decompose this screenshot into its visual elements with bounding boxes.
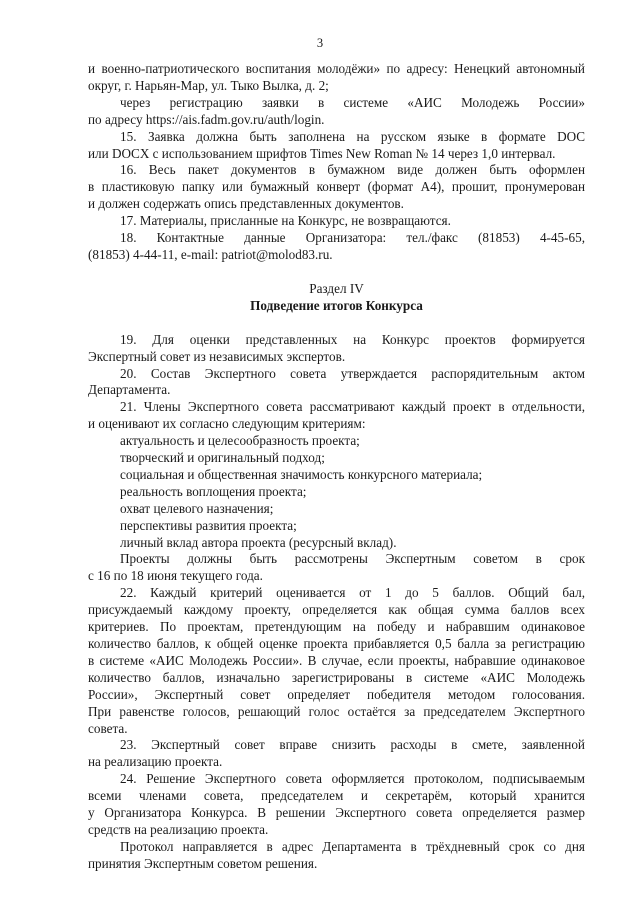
text-line: совета. (88, 720, 128, 736)
document-body (88, 61, 585, 873)
text-line: 23. Экспертный совет вправе снизить расходы в смете, заявленной (120, 737, 585, 753)
text-line: в пластиковую папку или бумажный конверт (формат А4), прошит, пронумерован (88, 179, 585, 195)
text-line: или DOCX с использованием шрифтов Times New Roman № 14 через 1,0 интервал. (88, 145, 556, 161)
text-line: 18. Контактные данные Организатора: тел./факс (81853) 4-45-65, (120, 230, 585, 246)
text-line: 15. Заявка должна быть заполнена на русском языке в формате DOC (120, 128, 585, 144)
text-line: 16. Весь пакет документов в бумажном виде должен быть оформлен (120, 162, 585, 178)
paragraph-24 (88, 771, 585, 839)
text-line: 22. Каждый критерий оценивается от 1 до 5 баллов. Общий бал, (120, 585, 585, 601)
text-line: Экспертный совет из независимых экспертов. (88, 348, 346, 364)
text-line: всеми членами совета, председателем и секретарём, который хранится (88, 788, 585, 804)
text-line: 20. Состав Экспертного совета утверждается распорядительным актом (120, 365, 585, 381)
text-line: количество баллов, к общей оценке проекта прибавляется 0,5 балла за регистрацию (88, 636, 585, 651)
text-line: и военно-патриотического воспитания молодёжи» по адресу: Ненецкий автономный (88, 61, 585, 76)
text-line: на реализацию проекта. (88, 754, 223, 770)
paragraph-20 (88, 366, 585, 400)
text-line: средств на реализацию проекта. (88, 821, 269, 837)
text-line: 21. Члены Экспертного совета рассматривают каждый проект в отдельности, (120, 399, 585, 415)
paragraph-19 (88, 332, 585, 366)
paragraph-protocol (88, 839, 585, 873)
text-line: (81853) 4-44-11, e-mail: patriot@molod83.ru. (88, 246, 333, 262)
paragraph-18 (88, 230, 585, 264)
text-line: Проекты должны быть рассмотрены Экспертным советом в срок (120, 551, 585, 567)
text-line: Департамента. (88, 382, 171, 398)
text-line: округ, г. Нарьян-Мар, ул. Тыко Вылка, д. 2; (88, 77, 329, 93)
text-line: и должен содержать опись представленных документов. (88, 196, 404, 212)
paragraph-23 (88, 737, 585, 771)
text-line: и оценивают их согласно следующим критериям: (88, 416, 366, 432)
text-line: 19. Для оценки представленных на Конкурс проектов формируется (120, 331, 585, 347)
text-line: принятия Экспертным советом решения. (88, 855, 318, 871)
criteria-item: творческий и оригинальный подход; (120, 450, 325, 466)
criteria-item: социальная и общественная значимость конкурсного материала; (120, 466, 483, 482)
text-line: При равенстве голосов, решающий голос остаётся за председателем Экспертного (88, 703, 585, 719)
criteria-item: охват целевого назначения; (120, 500, 274, 516)
criteria-item: личный вклад автора проекта (ресурсный вклад). (120, 534, 397, 550)
text-line: по адресу https://ais.fadm.gov.ru/auth/login. (88, 111, 325, 127)
section-title: Подведение итогов Конкурса (250, 297, 423, 313)
text-line: в системе «АИС Молодежь России». В случае, если проекты, набравшие одинаковое (88, 652, 585, 668)
text-line: у Организатора Конкурса. В решении Экспертного совета определяется размер (88, 805, 585, 821)
paragraph-16 (88, 162, 585, 213)
text-line: присуждаемый каждому проекту, определяется как общая сумма баллов всех (88, 602, 585, 618)
paragraph-registration (88, 95, 585, 129)
criteria-item: реальность воплощения проекта; (120, 483, 307, 499)
text-line: через регистрацию заявки в системе «АИС Молодежь России» (120, 94, 585, 110)
paragraph-address (88, 61, 585, 95)
text-line: количество баллов, изначально зарегистрированы в системе «АИС Молодежь (88, 669, 585, 685)
criteria-item: перспективы развития проекта; (120, 517, 297, 533)
paragraph-21 (88, 399, 585, 433)
paragraph-17 (88, 213, 585, 230)
paragraph-15 (88, 129, 585, 163)
page-number: 3 (316, 36, 324, 50)
text-line: Протокол направляется в адрес Департамента в трёхдневный срок со дня (120, 838, 585, 854)
paragraph-review-dates (88, 551, 585, 585)
text-line: России», Экспертный совет определяет победителя методом голосования. (88, 686, 585, 702)
text-line: 24. Решение Экспертного совета оформляется протоколом, подписываемым (120, 771, 585, 787)
text-line: критериев. По проектам, претендующим на победу и набравшим одинаковое (88, 619, 585, 635)
criteria-item: актуальность и целесообразность проекта; (120, 433, 360, 449)
text-line: 17. Материалы, присланные на Конкурс, не возвращаются. (120, 213, 451, 229)
paragraph-22 (88, 585, 585, 737)
section-label: Раздел IV (309, 280, 364, 296)
criteria-list (88, 433, 585, 551)
text-line: с 16 по 18 июня текущего года. (88, 568, 263, 584)
